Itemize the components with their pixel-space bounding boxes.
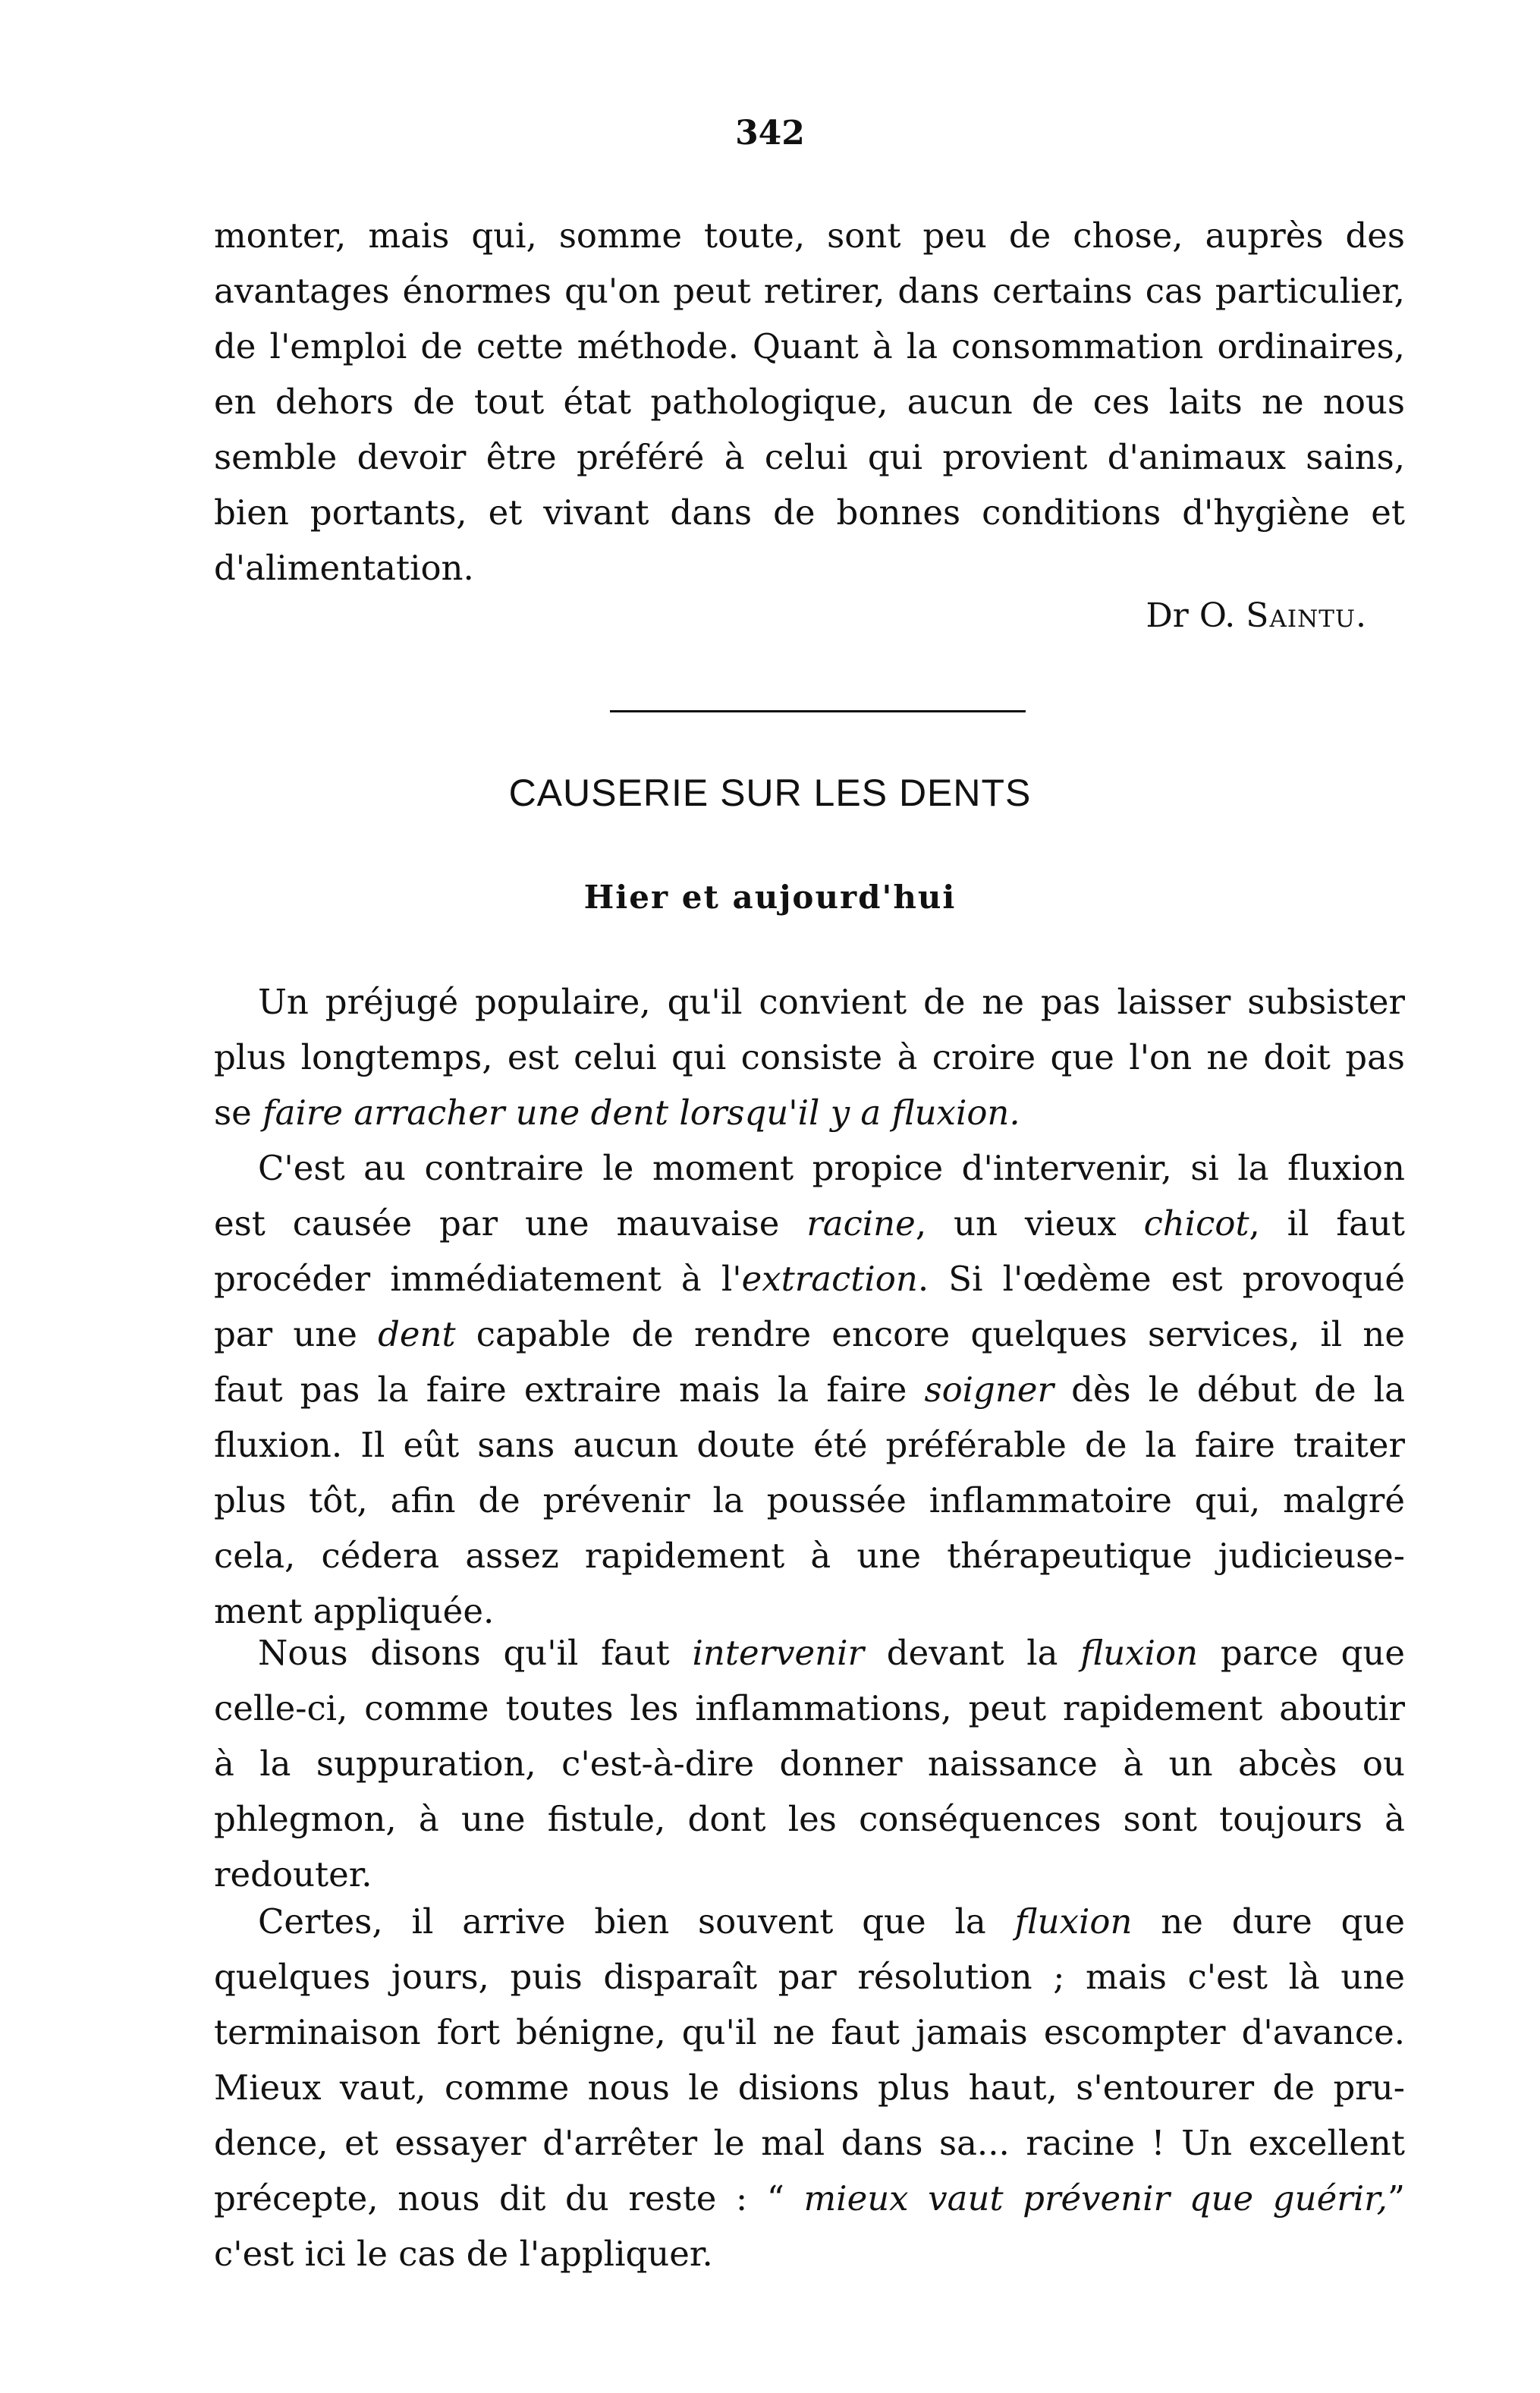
p2-line-8: cela, cédera assez rapidement à une thérapeutique judicieuse- [214,1536,1405,1576]
p4-line-3: terminaison fort bénigne, qu'il ne faut jamais escompter d'avance. [214,2012,1405,2052]
p2-line-5-soigner: soigner [924,1369,1054,1410]
p2-line-4-c: capable de rendre encore quelques services, il ne [455,1314,1405,1354]
p3-line-1 [214,1625,1405,1681]
p4-line-6-quote: mieux vaut prévenir que guérir, [803,2178,1388,2218]
p4-line-6 [214,2171,1405,2226]
p1-line-3 [214,1085,1405,1140]
section-divider [610,710,1026,712]
p4-line-5: dence, et essayer d'arrêter le mal dans sa... racine ! Un excellent [214,2123,1405,2163]
p4-line-4: Mieux vaut, comme nous le disions plus haut, s'entourer de pru- [214,2068,1405,2108]
p4-line-1-c: ne dure que [1132,1901,1406,1942]
p2-line-2-chicot: chicot [1143,1203,1249,1244]
p2-line-3 [214,1251,1405,1307]
intro-line-3: de l'emploi de cette méthode. Quant à la consommation ordinaires, [214,326,1405,366]
p4-line-6-c: ” [1387,2178,1405,2218]
p2-line-2 [214,1196,1405,1251]
p4-line-1-fluxion: fluxion [1014,1901,1133,1942]
p3-line-5: redouter. [214,1854,372,1895]
p4-line-2: quelques jours, puis disparaît par résolution ; mais c'est là une [214,1957,1405,1997]
section-title: CAUSERIE SUR LES DENTS [508,772,1032,814]
p3-line-3: à la suppuration, c'est-à-dire donner naissance à un abcès ou [214,1744,1405,1784]
p2-line-2-a: est causée par une mauvaise [214,1203,807,1244]
p2-line-3-extraction: extraction [741,1259,918,1299]
p4-line-6-a: précepte, nous dit du reste : “ [214,2178,804,2218]
p2-line-5 [214,1362,1405,1417]
p3-line-1-a: Nous disons qu'il faut [258,1633,693,1673]
p1-line-2: plus longtemps, est celui qui consiste à croire que l'on ne doit pas [214,1037,1405,1077]
p2-line-3-a: procéder immédiatement à l' [214,1259,742,1299]
section-subtitle: Hier et aujourd'hui [583,879,957,916]
paragraph-1 [214,974,1405,1140]
p2-line-3-c: . Si l'œdème est provoqué [917,1259,1406,1299]
p1-line-3-text: se [214,1093,263,1133]
p4-line-1 [214,1894,1405,1949]
page-number: 342 [735,114,805,153]
signature-name: Saintu. [1246,596,1367,635]
p2-line-2-racine: racine [806,1203,916,1244]
p2-line-4-a: par une [214,1314,379,1354]
p2-line-5-a: faut pas la faire extraire mais la faire [214,1369,925,1410]
p2-line-4 [214,1307,1405,1362]
p3-line-1-e: parce que [1198,1633,1405,1673]
intro-line-1: monter, mais qui, somme toute, sont peu de chose, auprès des [214,215,1405,256]
p2-line-6: fluxion. Il eût sans aucun doute été préférable de la faire traiter [214,1425,1405,1465]
p2-line-5-c: dès le début de la [1054,1369,1406,1410]
p3-line-1-intervenir: intervenir [692,1633,865,1673]
intro-line-7: d'alimentation. [214,548,474,588]
p3-line-2: celle-ci, comme toutes les inflammations, peut rapidement aboutir [214,1688,1405,1728]
intro-paragraph [214,208,1405,596]
intro-line-5: semble devoir être préféré à celui qui provient d'animaux sains, [214,437,1405,477]
signature-prefix: Dr O. [1146,596,1236,635]
intro-line-4: en dehors de tout état pathologique, aucun de ces laits ne nous [214,382,1405,422]
p4-line-7: c'est ici le cas de l'appliquer. [214,2234,713,2274]
p2-line-1: C'est au contraire le moment propice d'intervenir, si la fluxion [258,1148,1405,1188]
paragraph-4 [214,1894,1405,2281]
p2-line-2-c: , un vieux [915,1203,1144,1244]
p2-line-4-dent: dent [378,1314,456,1354]
p2-line-9: ment appliquée. [214,1591,495,1631]
p2-line-7: plus tôt, afin de prévenir la poussée inflammatoire qui, malgré [214,1480,1405,1520]
intro-line-6: bien portants, et vivant dans de bonnes conditions d'hygiène et [214,492,1405,533]
paragraph-2 [214,1140,1405,1639]
p3-line-1-fluxion: fluxion [1080,1633,1199,1673]
p3-line-4: phlegmon, à une fistule, dont les conséquences sont toujours à [214,1799,1405,1839]
p2-line-2-e: , il faut [1249,1203,1405,1244]
paragraph-3 [214,1625,1405,1902]
p1-line-1: Un préjugé populaire, qu'il convient de ne pas laisser subsister [258,982,1405,1022]
p3-line-1-c: devant la [864,1633,1081,1673]
p1-line-3-italic: faire arracher une dent lorsqu'il y a fluxion. [262,1093,1020,1133]
author-signature [1146,596,1367,635]
p4-line-1-a: Certes, il arrive bien souvent que la [258,1901,1015,1942]
intro-line-2: avantages énormes qu'on peut retirer, dans certains cas particulier, [214,271,1405,311]
